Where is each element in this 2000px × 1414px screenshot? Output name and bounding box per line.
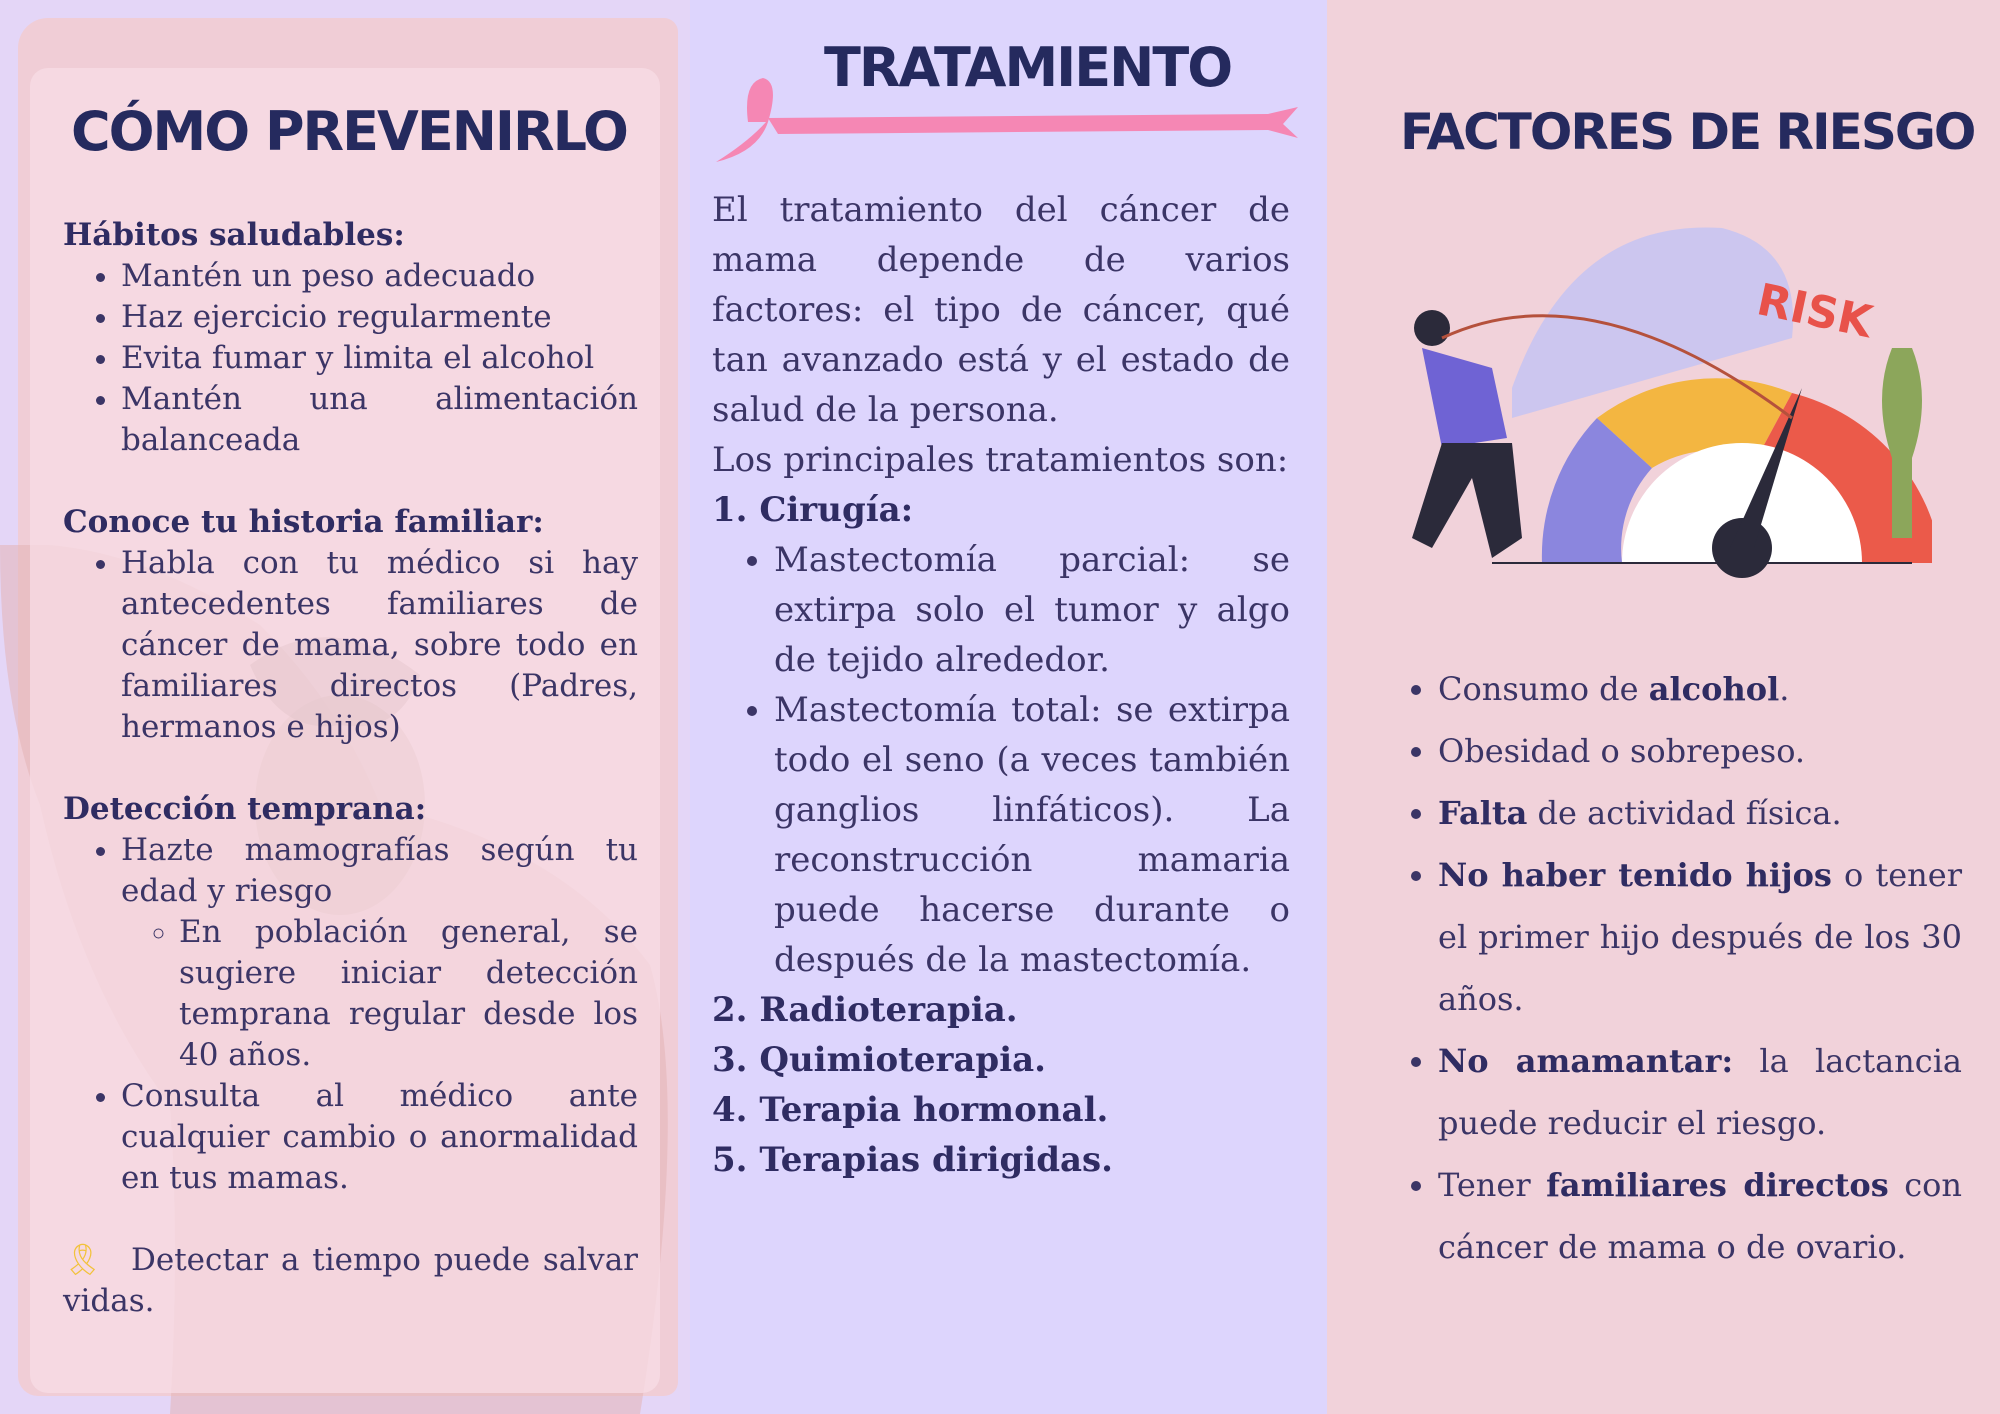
list-item: • Evita fumar y limita el alcohol bbox=[121, 338, 638, 379]
page-title: TRATAMIENTO bbox=[824, 36, 1232, 99]
treatment-heading: 2. Radioterapia. bbox=[712, 990, 1018, 1030]
section-heading: Hábitos saludables: bbox=[63, 217, 405, 253]
lead-text: Los principales tratamientos son: bbox=[712, 440, 1289, 480]
early-detection-list bbox=[63, 830, 638, 1199]
prevention-panel bbox=[0, 0, 690, 1414]
list-item: • Falta de actividad física. bbox=[1438, 782, 1962, 844]
treatment-heading: 5. Terapias dirigidas. bbox=[712, 1140, 1113, 1180]
list-item: • Consulta al médico ante cualquier cambio o anormalidad en tus mamas. bbox=[121, 1076, 638, 1199]
family-history-list bbox=[63, 543, 638, 748]
risk-factors-panel bbox=[1327, 0, 2000, 1414]
list-item: • Mantén una alimentación balanceada bbox=[121, 379, 638, 461]
sub-list-item: ◦ En población general, se sugiere iniciar detección temprana regular desde los 40 años. bbox=[179, 912, 638, 1076]
section-heading: Detección temprana: bbox=[63, 791, 427, 827]
list-item: • Consumo de alcohol. bbox=[1438, 658, 1962, 720]
treatment-panel bbox=[690, 0, 1327, 1414]
list-item: • Habla con tu médico si hay antecedentes familiares de cáncer de mama, sobre todo en familiares directos (Padres, hermanos e hijos) bbox=[121, 543, 638, 748]
risk-factors-list bbox=[1402, 658, 1962, 1278]
list-item: • Haz ejercicio regularmente bbox=[121, 297, 638, 338]
treatment-heading: 3. Quimioterapia. bbox=[712, 1040, 1046, 1080]
risk-label: RISK bbox=[1752, 274, 1877, 349]
list-item: • Tener familiares directos con cáncer de mama o de ovario. bbox=[1438, 1154, 1962, 1278]
page-title: FACTORES DE RIESGO bbox=[1400, 103, 1975, 161]
section-heading: Conoce tu historia familiar: bbox=[63, 504, 544, 540]
list-item: • No amamantar: la lactancia puede reducir el riesgo. bbox=[1438, 1030, 1962, 1154]
ribbon-icon: 🎗 bbox=[63, 1242, 106, 1278]
risk-factors-body bbox=[1402, 658, 1962, 1278]
habits-list bbox=[63, 256, 638, 461]
closing-message: 🎗 Detectar a tiempo puede salvar vidas. bbox=[63, 1242, 638, 1319]
intro-paragraph: El tratamiento del cáncer de mama depende de varios factores: el tipo de cáncer, qué tan avanzado está y el estado de salud de la persona. bbox=[712, 190, 1290, 430]
risk-gauge-illustration bbox=[1372, 218, 1932, 578]
list-item: • Mastectomía parcial: se extirpa solo el tumor y algo de tejido alrededor. bbox=[774, 535, 1290, 685]
list-item: • No haber tenido hijos o tener el primer hijo después de los 30 años. bbox=[1438, 844, 1962, 1030]
page-title: CÓMO PREVENIRLO bbox=[71, 100, 627, 163]
surgery-list bbox=[712, 535, 1290, 985]
list-item: • Obesidad o sobrepeso. bbox=[1438, 720, 1962, 782]
prevention-body bbox=[63, 215, 638, 1322]
list-item: • Hazte mamografías según tu edad y riesgo ◦ En población general, se sugiere iniciar detección temprana regular desde los 40 años. bbox=[121, 830, 638, 1076]
treatment-body bbox=[712, 185, 1290, 1185]
treatment-heading: 1. Cirugía: bbox=[712, 490, 914, 530]
treatment-heading: 4. Terapia hormonal. bbox=[712, 1090, 1109, 1130]
list-item: • Mastectomía total: se extirpa todo el seno (a veces también ganglios linfáticos). La reconstrucción mamaria puede hacerse durante o después de la mastectomía. bbox=[774, 685, 1290, 985]
list-item: • Mantén un peso adecuado bbox=[121, 256, 638, 297]
